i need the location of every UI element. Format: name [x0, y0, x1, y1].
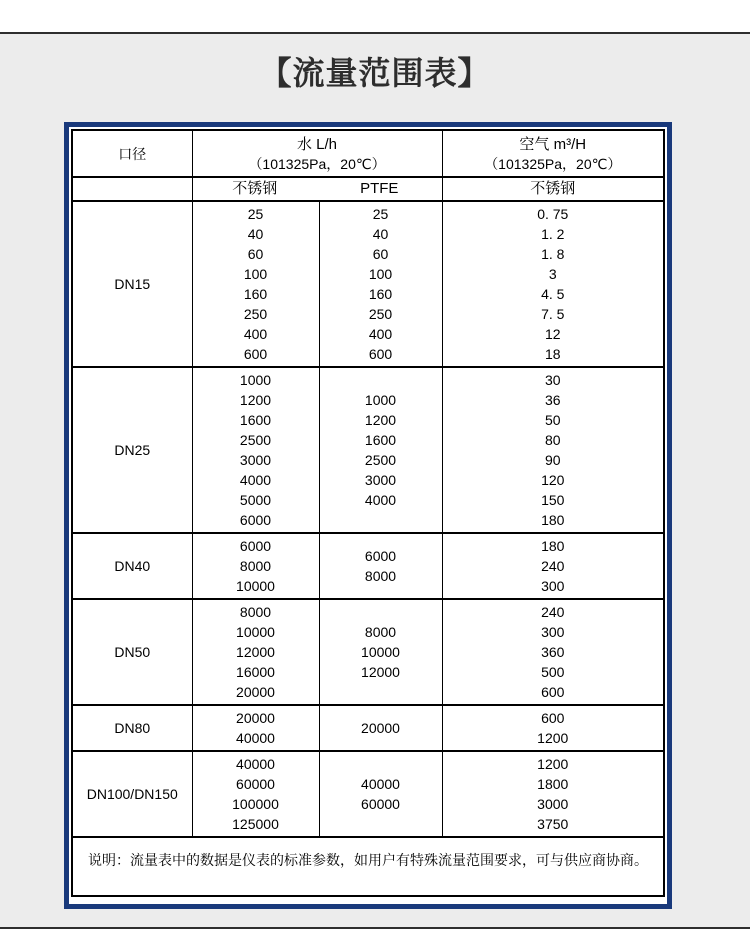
- air-stainless-cell: [442, 533, 664, 599]
- value-line: 20000: [361, 720, 400, 736]
- value-line: 100000: [232, 796, 279, 812]
- value-line: 250: [243, 306, 268, 322]
- air-stainless-cell: [442, 599, 664, 705]
- value-line: 20000: [236, 710, 275, 726]
- flow-range-table-frame: [64, 122, 672, 909]
- value-line: 2500: [239, 432, 272, 448]
- value-line: 60000: [236, 776, 275, 792]
- value-line: 3000: [239, 452, 272, 468]
- air-stainless-cell: [442, 367, 664, 533]
- water-ptfe-cell: [319, 367, 442, 533]
- top-band: [0, 0, 750, 32]
- value-line: 60: [247, 246, 264, 262]
- value-line: 18: [544, 346, 561, 362]
- value-line: 1800: [537, 776, 569, 792]
- value-line: 20000: [236, 684, 275, 700]
- value-line: 60: [372, 246, 389, 262]
- value-line: 50: [544, 412, 561, 428]
- table-row: [72, 599, 664, 705]
- bottom-band: [0, 929, 750, 949]
- water-stainless-cell: [192, 599, 319, 705]
- value-line: 40000: [361, 776, 400, 792]
- value-line: 8000: [239, 604, 272, 620]
- value-line: 40: [372, 226, 389, 242]
- diameter-cell: DN25: [72, 367, 192, 533]
- value-line: 12000: [361, 664, 400, 680]
- value-line: 300: [541, 578, 565, 594]
- value-line: 1000: [239, 372, 272, 388]
- water-stainless-cell: [192, 533, 319, 599]
- diameter-subheader-empty: [72, 177, 192, 201]
- value-line: 150: [541, 492, 565, 508]
- value-line: 600: [243, 346, 268, 362]
- water-ptfe-cell: [319, 705, 442, 751]
- value-line: 2500: [364, 452, 397, 468]
- content-area: [0, 34, 750, 927]
- value-line: 160: [243, 286, 268, 302]
- water-ptfe-cell: [319, 599, 442, 705]
- flow-range-table: [71, 129, 665, 897]
- diameter-cell: DN80: [72, 705, 192, 751]
- value-line: 40: [247, 226, 264, 242]
- value-line: 1200: [537, 730, 569, 746]
- value-line: 240: [541, 604, 565, 620]
- value-line: 600: [541, 684, 565, 700]
- header-row-groups: [72, 130, 664, 177]
- table-row: [72, 201, 664, 367]
- table-body: [72, 201, 664, 837]
- air-stainless-cell: [442, 705, 664, 751]
- value-line: 300: [541, 624, 565, 640]
- value-line: 400: [368, 326, 393, 342]
- air-stainless-cell: [442, 751, 664, 837]
- water-stainless-cell: [192, 367, 319, 533]
- value-line: 25: [247, 206, 264, 222]
- air-group-condition: （101325Pa，20℃）: [484, 156, 622, 172]
- value-line: 8000: [364, 624, 397, 640]
- value-line: 125000: [232, 816, 279, 832]
- note-text: 说明：流量表中的数据是仪表的标准参数，如用户有特殊流量范围要求，可与供应商协商。: [72, 837, 664, 896]
- value-line: 360: [541, 644, 565, 660]
- table-row: [72, 705, 664, 751]
- value-line: 1200: [364, 412, 397, 428]
- air-stainless-label: 不锈钢: [442, 177, 664, 201]
- value-line: 240: [541, 558, 565, 574]
- value-line: 10000: [236, 578, 275, 594]
- value-line: 1200: [537, 756, 569, 772]
- water-group-label: 水 L/h: [296, 136, 338, 153]
- value-line: 1000: [364, 392, 397, 408]
- value-line: 40000: [236, 730, 275, 746]
- diameter-cell: DN100/DN150: [72, 751, 192, 837]
- water-ptfe-cell: [319, 201, 442, 367]
- value-line: 600: [541, 710, 565, 726]
- value-line: 120: [541, 472, 565, 488]
- value-line: 30: [544, 372, 561, 388]
- value-line: 3000: [364, 472, 397, 488]
- diameter-cell: DN15: [72, 201, 192, 367]
- value-line: 3750: [537, 816, 569, 832]
- value-line: 1200: [239, 392, 272, 408]
- value-line: 5000: [239, 492, 272, 508]
- value-line: 6000: [239, 538, 272, 554]
- value-line: 8000: [364, 568, 397, 584]
- value-line: 8000: [239, 558, 272, 574]
- value-line: 4. 5: [541, 286, 565, 302]
- note-row: [72, 837, 664, 896]
- value-line: 1600: [364, 432, 397, 448]
- value-line: 10000: [236, 624, 275, 640]
- value-line: 36: [544, 392, 561, 408]
- water-group-header: [192, 130, 442, 177]
- value-line: 180: [541, 538, 565, 554]
- value-line: 90: [544, 452, 561, 468]
- value-line: 600: [368, 346, 393, 362]
- water-stainless-cell: [192, 751, 319, 837]
- water-stainless-label: 不锈钢: [232, 180, 278, 197]
- value-line: 500: [541, 664, 565, 680]
- value-line: 3: [548, 266, 557, 282]
- value-line: 100: [243, 266, 268, 282]
- value-line: 3000: [537, 796, 569, 812]
- value-line: 1. 2: [541, 226, 565, 242]
- water-ptfe-cell: [319, 533, 442, 599]
- air-stainless-cell: [442, 201, 664, 367]
- value-line: 1600: [239, 412, 272, 428]
- table-row: [72, 533, 664, 599]
- diameter-cell: DN50: [72, 599, 192, 705]
- value-line: 10000: [361, 644, 400, 660]
- value-line: 1. 8: [541, 246, 565, 262]
- value-line: 25: [372, 206, 389, 222]
- value-line: 12000: [236, 644, 275, 660]
- table-row: [72, 367, 664, 533]
- value-line: 160: [368, 286, 393, 302]
- water-group-condition: （101325Pa，20℃）: [248, 156, 386, 172]
- water-ptfe-cell: [319, 751, 442, 837]
- value-line: 7. 5: [541, 306, 565, 322]
- value-line: 12: [544, 326, 561, 342]
- value-line: 4000: [239, 472, 272, 488]
- value-line: 16000: [236, 664, 275, 680]
- value-line: 180: [541, 512, 565, 528]
- value-line: 60000: [361, 796, 400, 812]
- table-row: [72, 751, 664, 837]
- value-line: 100: [368, 266, 393, 282]
- value-line: 4000: [364, 492, 397, 508]
- header-row-materials: [72, 177, 664, 201]
- air-group-header: [442, 130, 664, 177]
- value-line: 400: [243, 326, 268, 342]
- air-group-label: 空气 m³/H: [519, 136, 587, 153]
- diameter-header: 口径: [72, 130, 192, 177]
- diameter-cell: DN40: [72, 533, 192, 599]
- water-ptfe-label: PTFE: [360, 180, 399, 197]
- water-material-subheader: [192, 177, 442, 201]
- value-line: 40000: [236, 756, 275, 772]
- water-stainless-cell: [192, 705, 319, 751]
- value-line: 6000: [364, 548, 397, 564]
- value-line: 80: [544, 432, 561, 448]
- value-line: 250: [368, 306, 393, 322]
- value-line: 6000: [239, 512, 272, 528]
- page-title: 【流量范围表】: [259, 55, 491, 91]
- water-stainless-cell: [192, 201, 319, 367]
- value-line: 0. 75: [537, 206, 569, 222]
